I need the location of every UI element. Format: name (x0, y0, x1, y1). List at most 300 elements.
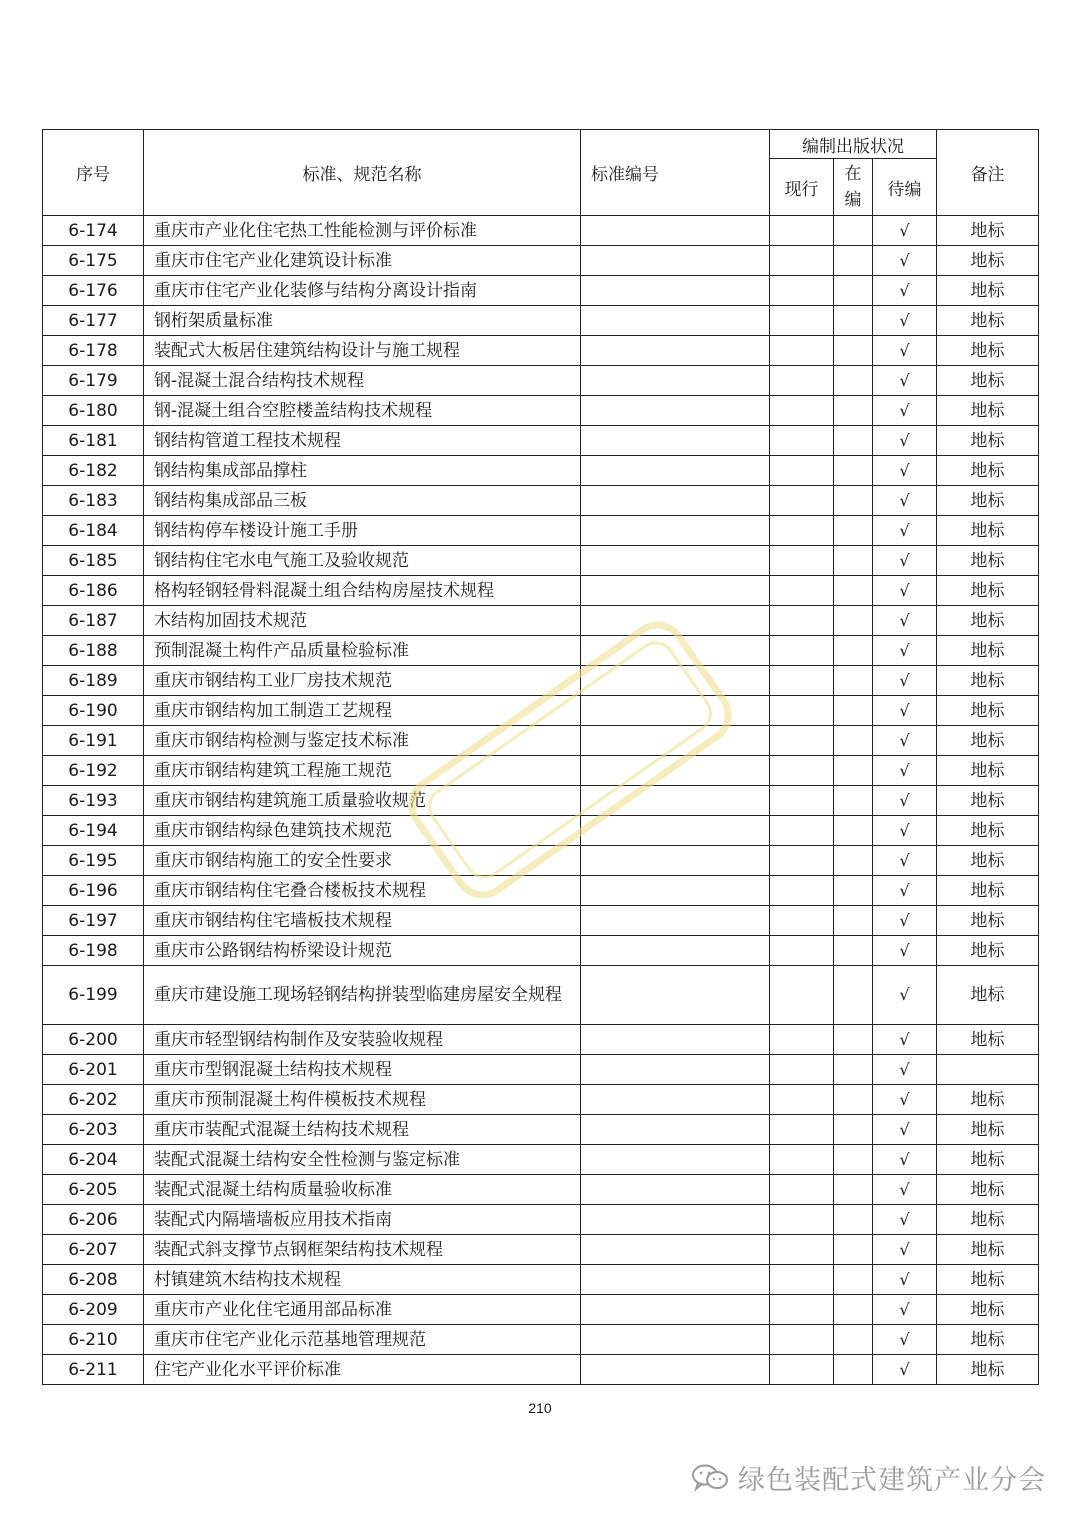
cell-pending: √ (873, 276, 937, 306)
cell-pending: √ (873, 486, 937, 516)
cell-code (581, 846, 770, 876)
cell-seq: 6-206 (43, 1205, 144, 1235)
cell-name: 重庆市住宅产业化示范基地管理规范 (144, 1325, 581, 1355)
cell-code (581, 276, 770, 306)
cell-pending: √ (873, 1325, 937, 1355)
cell-seq: 6-175 (43, 246, 144, 276)
cell-current (770, 816, 834, 846)
cell-code (581, 396, 770, 426)
cell-pending: √ (873, 366, 937, 396)
table-body (43, 216, 1039, 1385)
cell-note: 地标 (937, 486, 1039, 516)
cell-name: 装配式大板居住建筑结构设计与施工规程 (144, 336, 581, 366)
cell-current (770, 1055, 834, 1085)
cell-note: 地标 (937, 306, 1039, 336)
cell-note: 地标 (937, 876, 1039, 906)
cell-seq: 6-199 (43, 966, 144, 1025)
cell-drafting (834, 276, 873, 306)
cell-drafting (834, 216, 873, 246)
cell-pending: √ (873, 1055, 937, 1085)
cell-note: 地标 (937, 1235, 1039, 1265)
cell-code (581, 786, 770, 816)
cell-name: 重庆市住宅产业化装修与结构分离设计指南 (144, 276, 581, 306)
cell-pending: √ (873, 1205, 937, 1235)
cell-note (937, 1055, 1039, 1085)
cell-current (770, 1025, 834, 1055)
cell-name: 住宅产业化水平评价标准 (144, 1355, 581, 1385)
cell-current (770, 786, 834, 816)
cell-code (581, 456, 770, 486)
table-row (43, 1325, 1039, 1355)
table-row (43, 936, 1039, 966)
cell-code (581, 216, 770, 246)
cell-note: 地标 (937, 966, 1039, 1025)
cell-code (581, 1175, 770, 1205)
header-status-drafting-text: 在编 (844, 164, 862, 210)
table-row (43, 246, 1039, 276)
cell-name: 格构轻钢轻骨料混凝土组合结构房屋技术规程 (144, 576, 581, 606)
cell-pending: √ (873, 246, 937, 276)
cell-drafting (834, 936, 873, 966)
cell-drafting (834, 486, 873, 516)
cell-pending: √ (873, 1085, 937, 1115)
standards-table (42, 129, 1039, 1385)
cell-name: 重庆市钢结构工业厂房技术规范 (144, 666, 581, 696)
cell-seq: 6-209 (43, 1295, 144, 1325)
cell-pending: √ (873, 666, 937, 696)
cell-seq: 6-193 (43, 786, 144, 816)
cell-current (770, 1355, 834, 1385)
table-row (43, 666, 1039, 696)
cell-drafting (834, 696, 873, 726)
table-row (43, 456, 1039, 486)
cell-name: 钢-混凝土组合空腔楼盖结构技术规程 (144, 396, 581, 426)
cell-name: 装配式混凝土结构安全性检测与鉴定标准 (144, 1145, 581, 1175)
table-row (43, 876, 1039, 906)
cell-code (581, 1145, 770, 1175)
cell-note: 地标 (937, 216, 1039, 246)
cell-name: 钢结构停车楼设计施工手册 (144, 516, 581, 546)
cell-seq: 6-202 (43, 1085, 144, 1115)
cell-seq: 6-181 (43, 426, 144, 456)
cell-note: 地标 (937, 1205, 1039, 1235)
table-row (43, 846, 1039, 876)
cell-pending: √ (873, 576, 937, 606)
cell-drafting (834, 1325, 873, 1355)
cell-name: 重庆市产业化住宅通用部品标准 (144, 1295, 581, 1325)
cell-current (770, 486, 834, 516)
cell-name: 重庆市公路钢结构桥梁设计规范 (144, 936, 581, 966)
cell-name: 重庆市建设施工现场轻钢结构拼装型临建房屋安全规程 (144, 966, 581, 1025)
cell-seq: 6-203 (43, 1115, 144, 1145)
table-row (43, 1235, 1039, 1265)
cell-seq: 6-177 (43, 306, 144, 336)
cell-code (581, 516, 770, 546)
cell-pending: √ (873, 1235, 937, 1265)
table-row (43, 606, 1039, 636)
cell-drafting (834, 1175, 873, 1205)
cell-name: 钢-混凝土混合结构技术规程 (144, 366, 581, 396)
footer-brand-text: 绿色装配式建筑产业分会 (738, 1465, 1046, 1496)
cell-pending: √ (873, 966, 937, 1025)
cell-pending: √ (873, 1025, 937, 1055)
cell-name: 重庆市钢结构住宅叠合楼板技术规程 (144, 876, 581, 906)
cell-seq: 6-205 (43, 1175, 144, 1205)
cell-code (581, 636, 770, 666)
table-row (43, 1265, 1039, 1295)
cell-drafting (834, 396, 873, 426)
cell-seq: 6-185 (43, 546, 144, 576)
cell-name: 重庆市住宅产业化建筑设计标准 (144, 246, 581, 276)
cell-seq: 6-197 (43, 906, 144, 936)
cell-current (770, 1205, 834, 1235)
cell-note: 地标 (937, 1295, 1039, 1325)
cell-pending: √ (873, 876, 937, 906)
cell-drafting (834, 1055, 873, 1085)
table-row (43, 426, 1039, 456)
cell-drafting (834, 456, 873, 486)
table-row (43, 486, 1039, 516)
table-row (43, 1055, 1039, 1085)
header-status-drafting (834, 159, 873, 216)
cell-note: 地标 (937, 1355, 1039, 1385)
cell-seq: 6-182 (43, 456, 144, 486)
cell-pending: √ (873, 1265, 937, 1295)
cell-seq: 6-187 (43, 606, 144, 636)
cell-name: 重庆市轻型钢结构制作及安装验收规程 (144, 1025, 581, 1055)
header-seq: 序号 (43, 130, 144, 216)
header-status-group: 编制出版状况 (770, 130, 937, 159)
cell-name: 重庆市钢结构住宅墙板技术规程 (144, 906, 581, 936)
table-row (43, 576, 1039, 606)
header-status-current: 现行 (770, 159, 834, 216)
cell-code (581, 576, 770, 606)
cell-current (770, 1175, 834, 1205)
table-row (43, 1355, 1039, 1385)
cell-note: 地标 (937, 816, 1039, 846)
cell-drafting (834, 1085, 873, 1115)
table-row (43, 966, 1039, 1025)
cell-current (770, 576, 834, 606)
cell-pending: √ (873, 306, 937, 336)
cell-current (770, 456, 834, 486)
cell-name: 钢结构集成部品撑柱 (144, 456, 581, 486)
cell-pending: √ (873, 1115, 937, 1145)
cell-drafting (834, 1025, 873, 1055)
cell-current (770, 936, 834, 966)
table-row (43, 216, 1039, 246)
table-header (43, 130, 1039, 216)
cell-seq: 6-178 (43, 336, 144, 366)
footer-brand (690, 1458, 1046, 1497)
cell-name: 装配式内隔墙墙板应用技术指南 (144, 1205, 581, 1235)
cell-name: 重庆市钢结构加工制造工艺规程 (144, 696, 581, 726)
cell-note: 地标 (937, 1325, 1039, 1355)
cell-current (770, 1145, 834, 1175)
cell-seq: 6-194 (43, 816, 144, 846)
cell-code (581, 726, 770, 756)
cell-name: 钢结构集成部品三板 (144, 486, 581, 516)
cell-note: 地标 (937, 666, 1039, 696)
cell-current (770, 1085, 834, 1115)
cell-note: 地标 (937, 246, 1039, 276)
cell-note: 地标 (937, 576, 1039, 606)
cell-current (770, 966, 834, 1025)
table-row (43, 1205, 1039, 1235)
cell-name: 重庆市钢结构建筑施工质量验收规范 (144, 786, 581, 816)
cell-drafting (834, 1115, 873, 1145)
cell-name: 重庆市型钢混凝土结构技术规程 (144, 1055, 581, 1085)
cell-code (581, 966, 770, 1025)
cell-seq: 6-207 (43, 1235, 144, 1265)
cell-current (770, 516, 834, 546)
cell-pending: √ (873, 216, 937, 246)
table-row (43, 1175, 1039, 1205)
table-row (43, 1025, 1039, 1055)
header-code: 标准编号 (581, 130, 770, 216)
cell-pending: √ (873, 1355, 937, 1385)
table-row (43, 546, 1039, 576)
cell-seq: 6-195 (43, 846, 144, 876)
cell-drafting (834, 816, 873, 846)
cell-code (581, 1205, 770, 1235)
cell-note: 地标 (937, 786, 1039, 816)
cell-current (770, 1295, 834, 1325)
cell-seq: 6-188 (43, 636, 144, 666)
header-status-pending: 待编 (873, 159, 937, 216)
cell-name: 村镇建筑木结构技术规程 (144, 1265, 581, 1295)
cell-drafting (834, 876, 873, 906)
cell-code (581, 1235, 770, 1265)
cell-current (770, 696, 834, 726)
cell-code (581, 1265, 770, 1295)
cell-drafting (834, 516, 873, 546)
cell-drafting (834, 246, 873, 276)
cell-drafting (834, 1145, 873, 1175)
cell-name: 重庆市装配式混凝土结构技术规程 (144, 1115, 581, 1145)
cell-code (581, 366, 770, 396)
cell-drafting (834, 636, 873, 666)
cell-pending: √ (873, 456, 937, 486)
cell-drafting (834, 1235, 873, 1265)
cell-seq: 6-189 (43, 666, 144, 696)
cell-code (581, 936, 770, 966)
cell-seq: 6-210 (43, 1325, 144, 1355)
cell-note: 地标 (937, 906, 1039, 936)
cell-current (770, 756, 834, 786)
cell-seq: 6-183 (43, 486, 144, 516)
cell-current (770, 306, 834, 336)
cell-code (581, 1325, 770, 1355)
cell-current (770, 846, 834, 876)
header-name: 标准、规范名称 (144, 130, 581, 216)
cell-current (770, 1115, 834, 1145)
cell-drafting (834, 786, 873, 816)
cell-name: 重庆市钢结构绿色建筑技术规范 (144, 816, 581, 846)
cell-current (770, 246, 834, 276)
cell-code (581, 246, 770, 276)
cell-note: 地标 (937, 426, 1039, 456)
cell-note: 地标 (937, 366, 1039, 396)
cell-seq: 6-201 (43, 1055, 144, 1085)
table-row (43, 276, 1039, 306)
cell-pending: √ (873, 816, 937, 846)
cell-current (770, 606, 834, 636)
cell-code (581, 1355, 770, 1385)
cell-code (581, 1115, 770, 1145)
cell-seq: 6-208 (43, 1265, 144, 1295)
cell-drafting (834, 756, 873, 786)
cell-drafting (834, 906, 873, 936)
cell-code (581, 1085, 770, 1115)
cell-pending: √ (873, 396, 937, 426)
cell-current (770, 276, 834, 306)
cell-seq: 6-198 (43, 936, 144, 966)
cell-note: 地标 (937, 756, 1039, 786)
cell-note: 地标 (937, 936, 1039, 966)
cell-current (770, 336, 834, 366)
cell-drafting (834, 426, 873, 456)
cell-note: 地标 (937, 1115, 1039, 1145)
cell-seq: 6-184 (43, 516, 144, 546)
cell-seq: 6-186 (43, 576, 144, 606)
cell-current (770, 636, 834, 666)
table-row (43, 786, 1039, 816)
cell-seq: 6-204 (43, 1145, 144, 1175)
cell-note: 地标 (937, 696, 1039, 726)
cell-drafting (834, 1295, 873, 1325)
wechat-icon (690, 1463, 730, 1493)
cell-code (581, 486, 770, 516)
cell-note: 地标 (937, 456, 1039, 486)
table-row (43, 366, 1039, 396)
cell-drafting (834, 966, 873, 1025)
cell-pending: √ (873, 846, 937, 876)
cell-name: 钢结构管道工程技术规程 (144, 426, 581, 456)
cell-code (581, 336, 770, 366)
cell-seq: 6-179 (43, 366, 144, 396)
cell-name: 木结构加固技术规范 (144, 606, 581, 636)
cell-note: 地标 (937, 546, 1039, 576)
cell-name: 重庆市钢结构施工的安全性要求 (144, 846, 581, 876)
cell-current (770, 726, 834, 756)
cell-name: 钢结构住宅水电气施工及验收规范 (144, 546, 581, 576)
cell-pending: √ (873, 936, 937, 966)
cell-name: 重庆市预制混凝土构件模板技术规程 (144, 1085, 581, 1115)
cell-pending: √ (873, 1145, 937, 1175)
cell-pending: √ (873, 756, 937, 786)
cell-seq: 6-174 (43, 216, 144, 246)
cell-seq: 6-191 (43, 726, 144, 756)
table-row (43, 906, 1039, 936)
cell-current (770, 216, 834, 246)
cell-drafting (834, 726, 873, 756)
cell-current (770, 1265, 834, 1295)
cell-note: 地标 (937, 276, 1039, 306)
cell-note: 地标 (937, 516, 1039, 546)
cell-name: 重庆市钢结构建筑工程施工规范 (144, 756, 581, 786)
cell-code (581, 906, 770, 936)
cell-note: 地标 (937, 1085, 1039, 1115)
cell-drafting (834, 1355, 873, 1385)
cell-code (581, 816, 770, 846)
table-row (43, 1295, 1039, 1325)
cell-seq: 6-190 (43, 696, 144, 726)
cell-code (581, 426, 770, 456)
cell-current (770, 906, 834, 936)
cell-drafting (834, 1265, 873, 1295)
cell-code (581, 606, 770, 636)
table-row (43, 396, 1039, 426)
table-row (43, 516, 1039, 546)
cell-drafting (834, 1205, 873, 1235)
cell-note: 地标 (937, 1265, 1039, 1295)
cell-drafting (834, 366, 873, 396)
cell-current (770, 876, 834, 906)
cell-current (770, 1325, 834, 1355)
cell-drafting (834, 306, 873, 336)
cell-pending: √ (873, 1295, 937, 1325)
cell-current (770, 396, 834, 426)
table-row (43, 306, 1039, 336)
table-row (43, 1085, 1039, 1115)
cell-pending: √ (873, 726, 937, 756)
cell-pending: √ (873, 636, 937, 666)
cell-name: 重庆市钢结构检测与鉴定技术标准 (144, 726, 581, 756)
cell-drafting (834, 336, 873, 366)
table-row (43, 1115, 1039, 1145)
cell-current (770, 546, 834, 576)
cell-code (581, 666, 770, 696)
cell-seq: 6-196 (43, 876, 144, 906)
cell-pending: √ (873, 336, 937, 366)
cell-code (581, 1295, 770, 1325)
table-row (43, 1145, 1039, 1175)
cell-seq: 6-200 (43, 1025, 144, 1055)
cell-drafting (834, 546, 873, 576)
cell-current (770, 426, 834, 456)
cell-pending: √ (873, 786, 937, 816)
cell-drafting (834, 846, 873, 876)
cell-pending: √ (873, 606, 937, 636)
cell-pending: √ (873, 696, 937, 726)
table-row (43, 816, 1039, 846)
table-row (43, 636, 1039, 666)
table-row (43, 726, 1039, 756)
cell-code (581, 1055, 770, 1085)
cell-note: 地标 (937, 606, 1039, 636)
cell-drafting (834, 576, 873, 606)
cell-note: 地标 (937, 1145, 1039, 1175)
table-row (43, 696, 1039, 726)
cell-pending: √ (873, 546, 937, 576)
cell-seq: 6-211 (43, 1355, 144, 1385)
cell-note: 地标 (937, 396, 1039, 426)
cell-note: 地标 (937, 846, 1039, 876)
cell-name: 重庆市产业化住宅热工性能检测与评价标准 (144, 216, 581, 246)
cell-note: 地标 (937, 726, 1039, 756)
cell-code (581, 756, 770, 786)
page-number: 210 (528, 1400, 552, 1416)
table-row (43, 756, 1039, 786)
cell-code (581, 1025, 770, 1055)
cell-pending: √ (873, 1175, 937, 1205)
cell-code (581, 876, 770, 906)
cell-code (581, 306, 770, 336)
cell-note: 地标 (937, 336, 1039, 366)
cell-code (581, 546, 770, 576)
cell-pending: √ (873, 516, 937, 546)
